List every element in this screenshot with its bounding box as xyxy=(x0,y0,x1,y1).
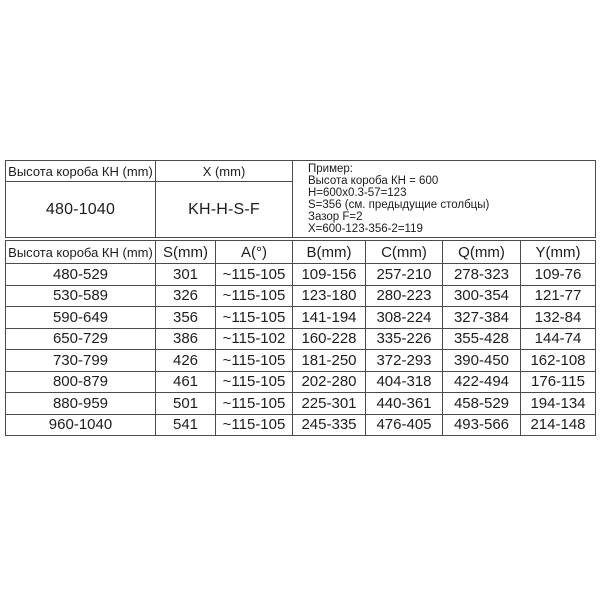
table-cell: ~115-105 xyxy=(216,264,293,286)
table-cell: 650-729 xyxy=(6,328,156,350)
table-cell: 476-405 xyxy=(366,414,443,436)
column-header-c: C(mm) xyxy=(366,241,443,264)
example-line-f: Зазор F=2 xyxy=(308,211,363,223)
table-cell: 590-649 xyxy=(6,307,156,329)
table-cell: ~115-102 xyxy=(216,328,293,350)
table-row xyxy=(6,285,596,307)
table-cell: 541 xyxy=(156,414,216,436)
column-header-b: B(mm) xyxy=(293,241,366,264)
table-cell: 308-224 xyxy=(366,307,443,329)
table-cell: 390-450 xyxy=(443,350,521,372)
table-cell: 181-250 xyxy=(293,350,366,372)
column-header-a: A(°) xyxy=(216,241,293,264)
summary-header-row xyxy=(6,161,596,182)
example-line-s: S=356 (см. предыдущие столбцы) xyxy=(308,199,490,211)
table-cell: 458-529 xyxy=(443,393,521,415)
table-cell: ~115-105 xyxy=(216,393,293,415)
table-cell: 194-134 xyxy=(521,393,596,415)
example-cell xyxy=(293,161,596,238)
column-header-y: Y(mm) xyxy=(521,241,596,264)
table-cell: 141-194 xyxy=(293,307,366,329)
table-cell: 501 xyxy=(156,393,216,415)
table-cell: 327-384 xyxy=(443,307,521,329)
table-cell: 386 xyxy=(156,328,216,350)
table-row xyxy=(6,393,596,415)
table-cell: 880-959 xyxy=(6,393,156,415)
table-cell: 162-108 xyxy=(521,350,596,372)
table-cell: 202-280 xyxy=(293,371,366,393)
dimensions-table xyxy=(5,240,596,436)
x-formula-value: KH-H-S-F xyxy=(156,182,293,238)
table-cell: 372-293 xyxy=(366,350,443,372)
table-row xyxy=(6,264,596,286)
table-cell: 257-210 xyxy=(366,264,443,286)
table-cell: 176-115 xyxy=(521,371,596,393)
table-cell: 480-529 xyxy=(6,264,156,286)
table-cell: ~115-105 xyxy=(216,285,293,307)
x-header: X (mm) xyxy=(156,161,293,182)
example-line-title: Пример: xyxy=(308,163,353,175)
table-cell: 280-223 xyxy=(366,285,443,307)
column-header-s: S(mm) xyxy=(156,241,216,264)
table-cell: ~115-105 xyxy=(216,414,293,436)
table-cell: 440-361 xyxy=(366,393,443,415)
spec-sheet xyxy=(5,160,595,436)
table-cell: 800-879 xyxy=(6,371,156,393)
dimensions-header-row xyxy=(6,241,596,264)
column-header-q: Q(mm) xyxy=(443,241,521,264)
table-cell: 132-84 xyxy=(521,307,596,329)
table-cell: 426 xyxy=(156,350,216,372)
table-cell: 300-354 xyxy=(443,285,521,307)
table-cell: 730-799 xyxy=(6,350,156,372)
table-cell: 123-180 xyxy=(293,285,366,307)
table-cell: 356 xyxy=(156,307,216,329)
dimensions-table-body xyxy=(6,264,596,436)
table-cell: ~115-105 xyxy=(216,307,293,329)
box-height-range-value: 480-1040 xyxy=(6,182,156,238)
table-cell: 245-335 xyxy=(293,414,366,436)
table-cell: ~115-105 xyxy=(216,350,293,372)
table-cell: 301 xyxy=(156,264,216,286)
example-line-kh: Высота короба КН = 600 xyxy=(308,175,439,187)
table-cell: 160-228 xyxy=(293,328,366,350)
table-cell: 461 xyxy=(156,371,216,393)
table-cell: 422-494 xyxy=(443,371,521,393)
table-cell: 109-156 xyxy=(293,264,366,286)
table-cell: 326 xyxy=(156,285,216,307)
table-cell: 109-76 xyxy=(521,264,596,286)
table-row xyxy=(6,350,596,372)
table-cell: 214-148 xyxy=(521,414,596,436)
table-cell: 335-226 xyxy=(366,328,443,350)
table-row xyxy=(6,371,596,393)
table-row xyxy=(6,328,596,350)
table-cell: 355-428 xyxy=(443,328,521,350)
table-cell: 121-77 xyxy=(521,285,596,307)
table-row xyxy=(6,307,596,329)
table-cell: ~115-105 xyxy=(216,371,293,393)
summary-table xyxy=(5,160,596,238)
table-cell: 960-1040 xyxy=(6,414,156,436)
table-cell: 144-74 xyxy=(521,328,596,350)
table-cell: 278-323 xyxy=(443,264,521,286)
table-cell: 225-301 xyxy=(293,393,366,415)
table-cell: 404-318 xyxy=(366,371,443,393)
table-cell: 530-589 xyxy=(6,285,156,307)
example-line-h: H=600x0.3-57=123 xyxy=(308,187,407,199)
table-row xyxy=(6,414,596,436)
box-height-header: Высота короба КН (mm) xyxy=(6,161,156,182)
table-cell: 493-566 xyxy=(443,414,521,436)
column-header-kh: Высота короба КН (mm) xyxy=(6,241,156,264)
example-line-x: X=600-123-356-2=119 xyxy=(308,223,423,235)
